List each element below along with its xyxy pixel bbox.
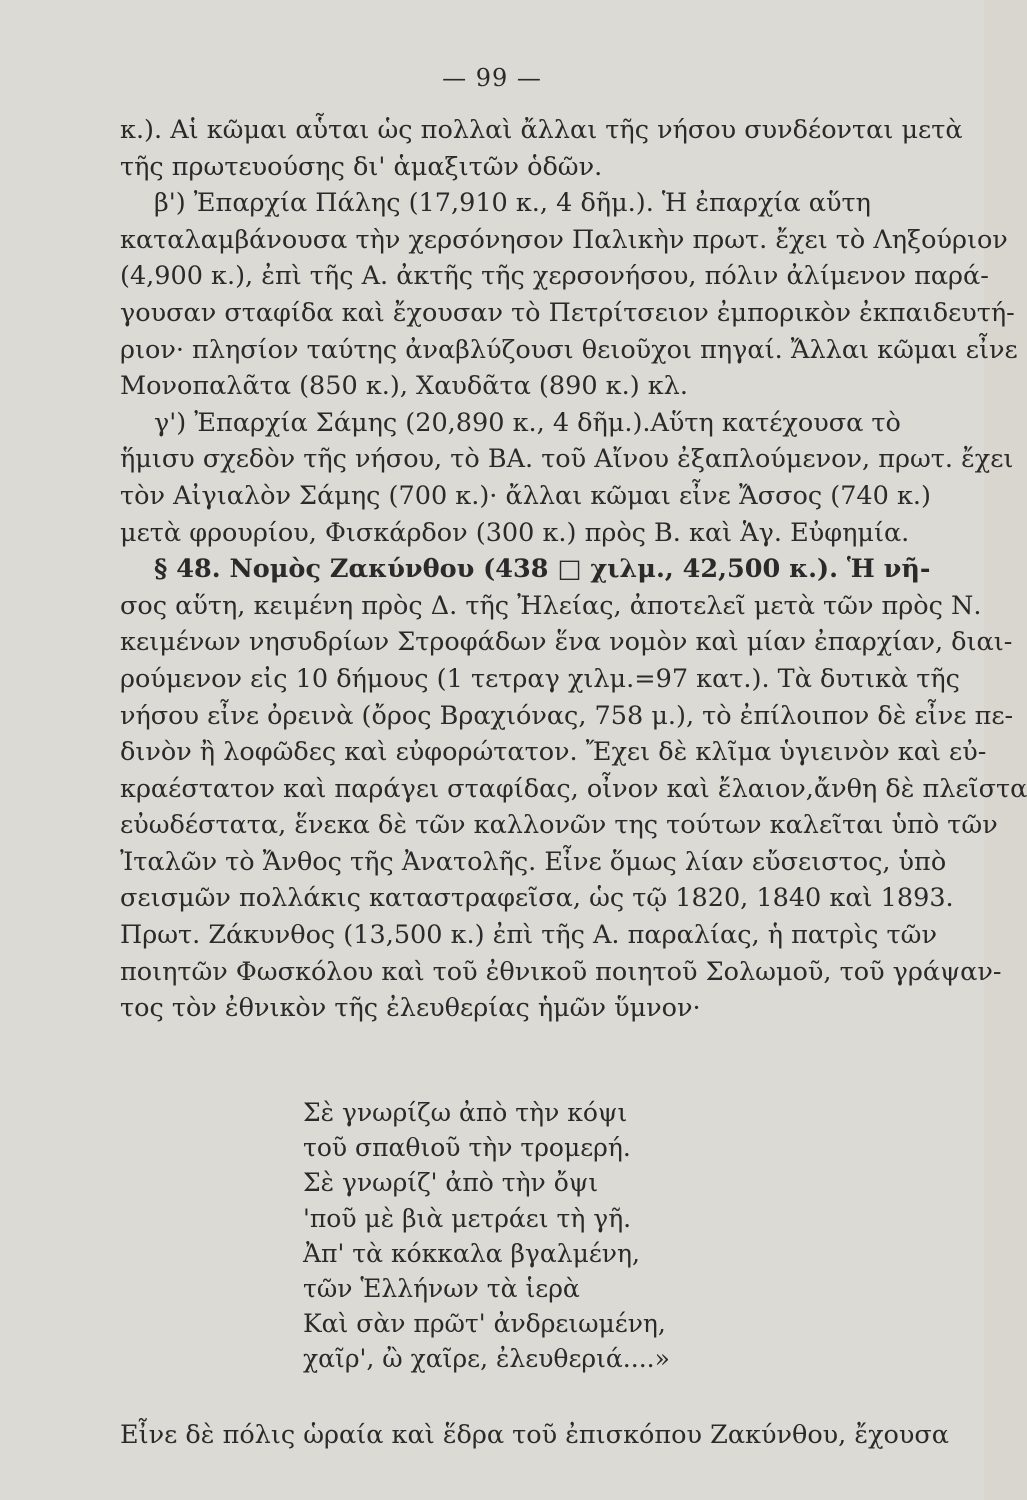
poem-line: Σὲ γνωρίζω ἀπὸ τὴν κόψι — [303, 1098, 628, 1127]
text-line: ρούμενον εἰς 10 δήμους (1 τετραγ χιλμ.=97 κατ.). Τὰ δυτικὰ τῆς — [120, 663, 960, 694]
text-line: γ') Ἐπαρχία Σάμης (20,890 κ., 4 δῆμ.).Αὕτη κατέχουσα τὸ — [154, 407, 901, 438]
text-line: εὐωδέστατα, ἕνεκα δὲ τῶν καλλονῶν της τούτων καλεῖται ὑπὸ τῶν — [120, 810, 998, 841]
closing-text-line: Εἶνε δὲ πόλις ὡραία καὶ ἕδρα τοῦ ἐπισκόπου Ζακύνθου, ἔχουσα — [120, 1420, 950, 1450]
text-line: κ.). Αἱ κῶμαι αὗται ὡς πολλαὶ ἄλλαι τῆς νήσου συνδέονται μετὰ — [120, 115, 963, 145]
text-line: καταλαμβάνουσα τὴν χερσόνησον Παλικὴν πρωτ. ἔχει τὸ Ληξούριον — [120, 224, 1008, 255]
poem-line: 'ποῦ μὲ βιὰ μετράει τὴ γῆ. — [303, 1203, 632, 1233]
text-line: ποιητῶν Φωσκόλου καὶ τοῦ ἐθνικοῦ ποιητοῦ Σολωμοῦ, τοῦ γράψαν- — [120, 956, 1002, 987]
poem-line: Ἀπ' τὰ κόκκαλα βγαλμένη, — [303, 1238, 640, 1268]
text-line: κειμένων νησυδρίων Στροφάδων ἕνα νομὸν καὶ μίαν ἐπαρχίαν, διαι- — [120, 627, 1013, 658]
text-line: τὸν Αἰγιαλὸν Σάμης (700 κ.)· ἄλλαι κῶμαι εἶνε Ἄσσος (740 κ.) — [120, 480, 931, 511]
text-line: ἥμισυ σχεδὸν τῆς νήσου, τὸ ΒΑ. τοῦ Αἴνου ἐξαπλούμενον, πρωτ. ἔχει — [120, 444, 1014, 475]
page-number: — 99 — — [442, 64, 542, 92]
section-heading-line: § 48. Νομὸς Ζακύνθου (438 □ χιλμ., 42,500 κ.). Ἡ νῆ- — [154, 554, 931, 585]
poem-line: χαῖρ', ὢ χαῖρε, ἐλευθεριά....» — [303, 1344, 670, 1374]
text-line: Πρωτ. Ζάκυνθος (13,500 κ.) ἐπὶ τῆς Α. παραλίας, ἡ πατρὶς τῶν — [120, 920, 937, 951]
body-text — [120, 112, 1027, 1027]
text-line: Μονοπαλᾶτα (850 κ.), Χαυδᾶτα (890 κ.) κλ. — [120, 371, 688, 402]
text-line: (4,900 κ.), ἐπὶ τῆς Α. ἀκτῆς τῆς χερσονήσου, πόλιν ἀλίμενον παρά- — [120, 261, 989, 292]
text-line: σεισμῶν πολλάκις καταστραφεῖσα, ὡς τῷ 1820, 1840 καὶ 1893. — [120, 883, 954, 914]
text-line: Ἰταλῶν τὸ Ἄνθος τῆς Ἀνατολῆς. Εἶνε ὅμως λίαν εὔσειστος, ὑπὸ — [120, 846, 947, 877]
text-line: δινὸν ἢ λοφῶδες καὶ εὐφορώτατον. Ἔχει δὲ κλῖμα ὑγιεινὸν καὶ εὐ- — [120, 737, 987, 768]
text-line: τος τὸν ἐθνικὸν τῆς ἐλευθερίας ἡμῶν ὕμνον· — [120, 993, 701, 1024]
text-line: ριον· πλησίον ταύτης ἀναβλύζουσι θειοῦχοι πηγαί. Ἄλλαι κῶμαι εἶνε — [120, 334, 1018, 365]
text-line: γουσαν σταφίδα καὶ ἔχουσαν τὸ Πετρίτσειον ἐμπορικὸν ἐκπαιδευτή- — [120, 297, 1015, 328]
text-line: νήσου εἶνε ὀρεινὰ (ὄρος Βραχιόνας, 758 μ.), τὸ ἐπίλοιπον δὲ εἶνε πε- — [120, 700, 1014, 731]
text-line: β') Ἐπαρχία Πάλης (17,910 κ., 4 δῆμ.). Ἡ ἐπαρχία αὕτη — [154, 188, 871, 219]
text-line: τῆς πρωτευούσης δι' ἁμαξιτῶν ὁδῶν. — [120, 151, 603, 182]
poem-line: Καὶ σὰν πρῶτ' ἀνδρειωμένη, — [303, 1309, 666, 1339]
anthem-poem — [303, 1095, 703, 1377]
poem-line: τοῦ σπαθιοῦ τὴν τρομερή. — [303, 1133, 631, 1163]
poem-line: Σὲ γνωρίζ' ἀπὸ τὴν ὄψι — [303, 1168, 599, 1198]
text-line: σος αὕτη, κειμένη πρὸς Δ. τῆς Ἠλείας, ἀποτελεῖ μετὰ τῶν πρὸς Ν. — [120, 590, 982, 621]
text-line: μετὰ φρουρίου, Φισκάρδον (300 κ.) πρὸς Β. καὶ Ἁγ. Εὐφημία. — [120, 517, 910, 548]
poem-line: τῶν Ἑλλήνων τὰ ἱερὰ — [303, 1274, 580, 1304]
text-line: κραέστατον καὶ παράγει σταφίδας, οἶνον καὶ ἔλαιον,ἄνθη δὲ πλεῖστα — [120, 773, 1027, 804]
